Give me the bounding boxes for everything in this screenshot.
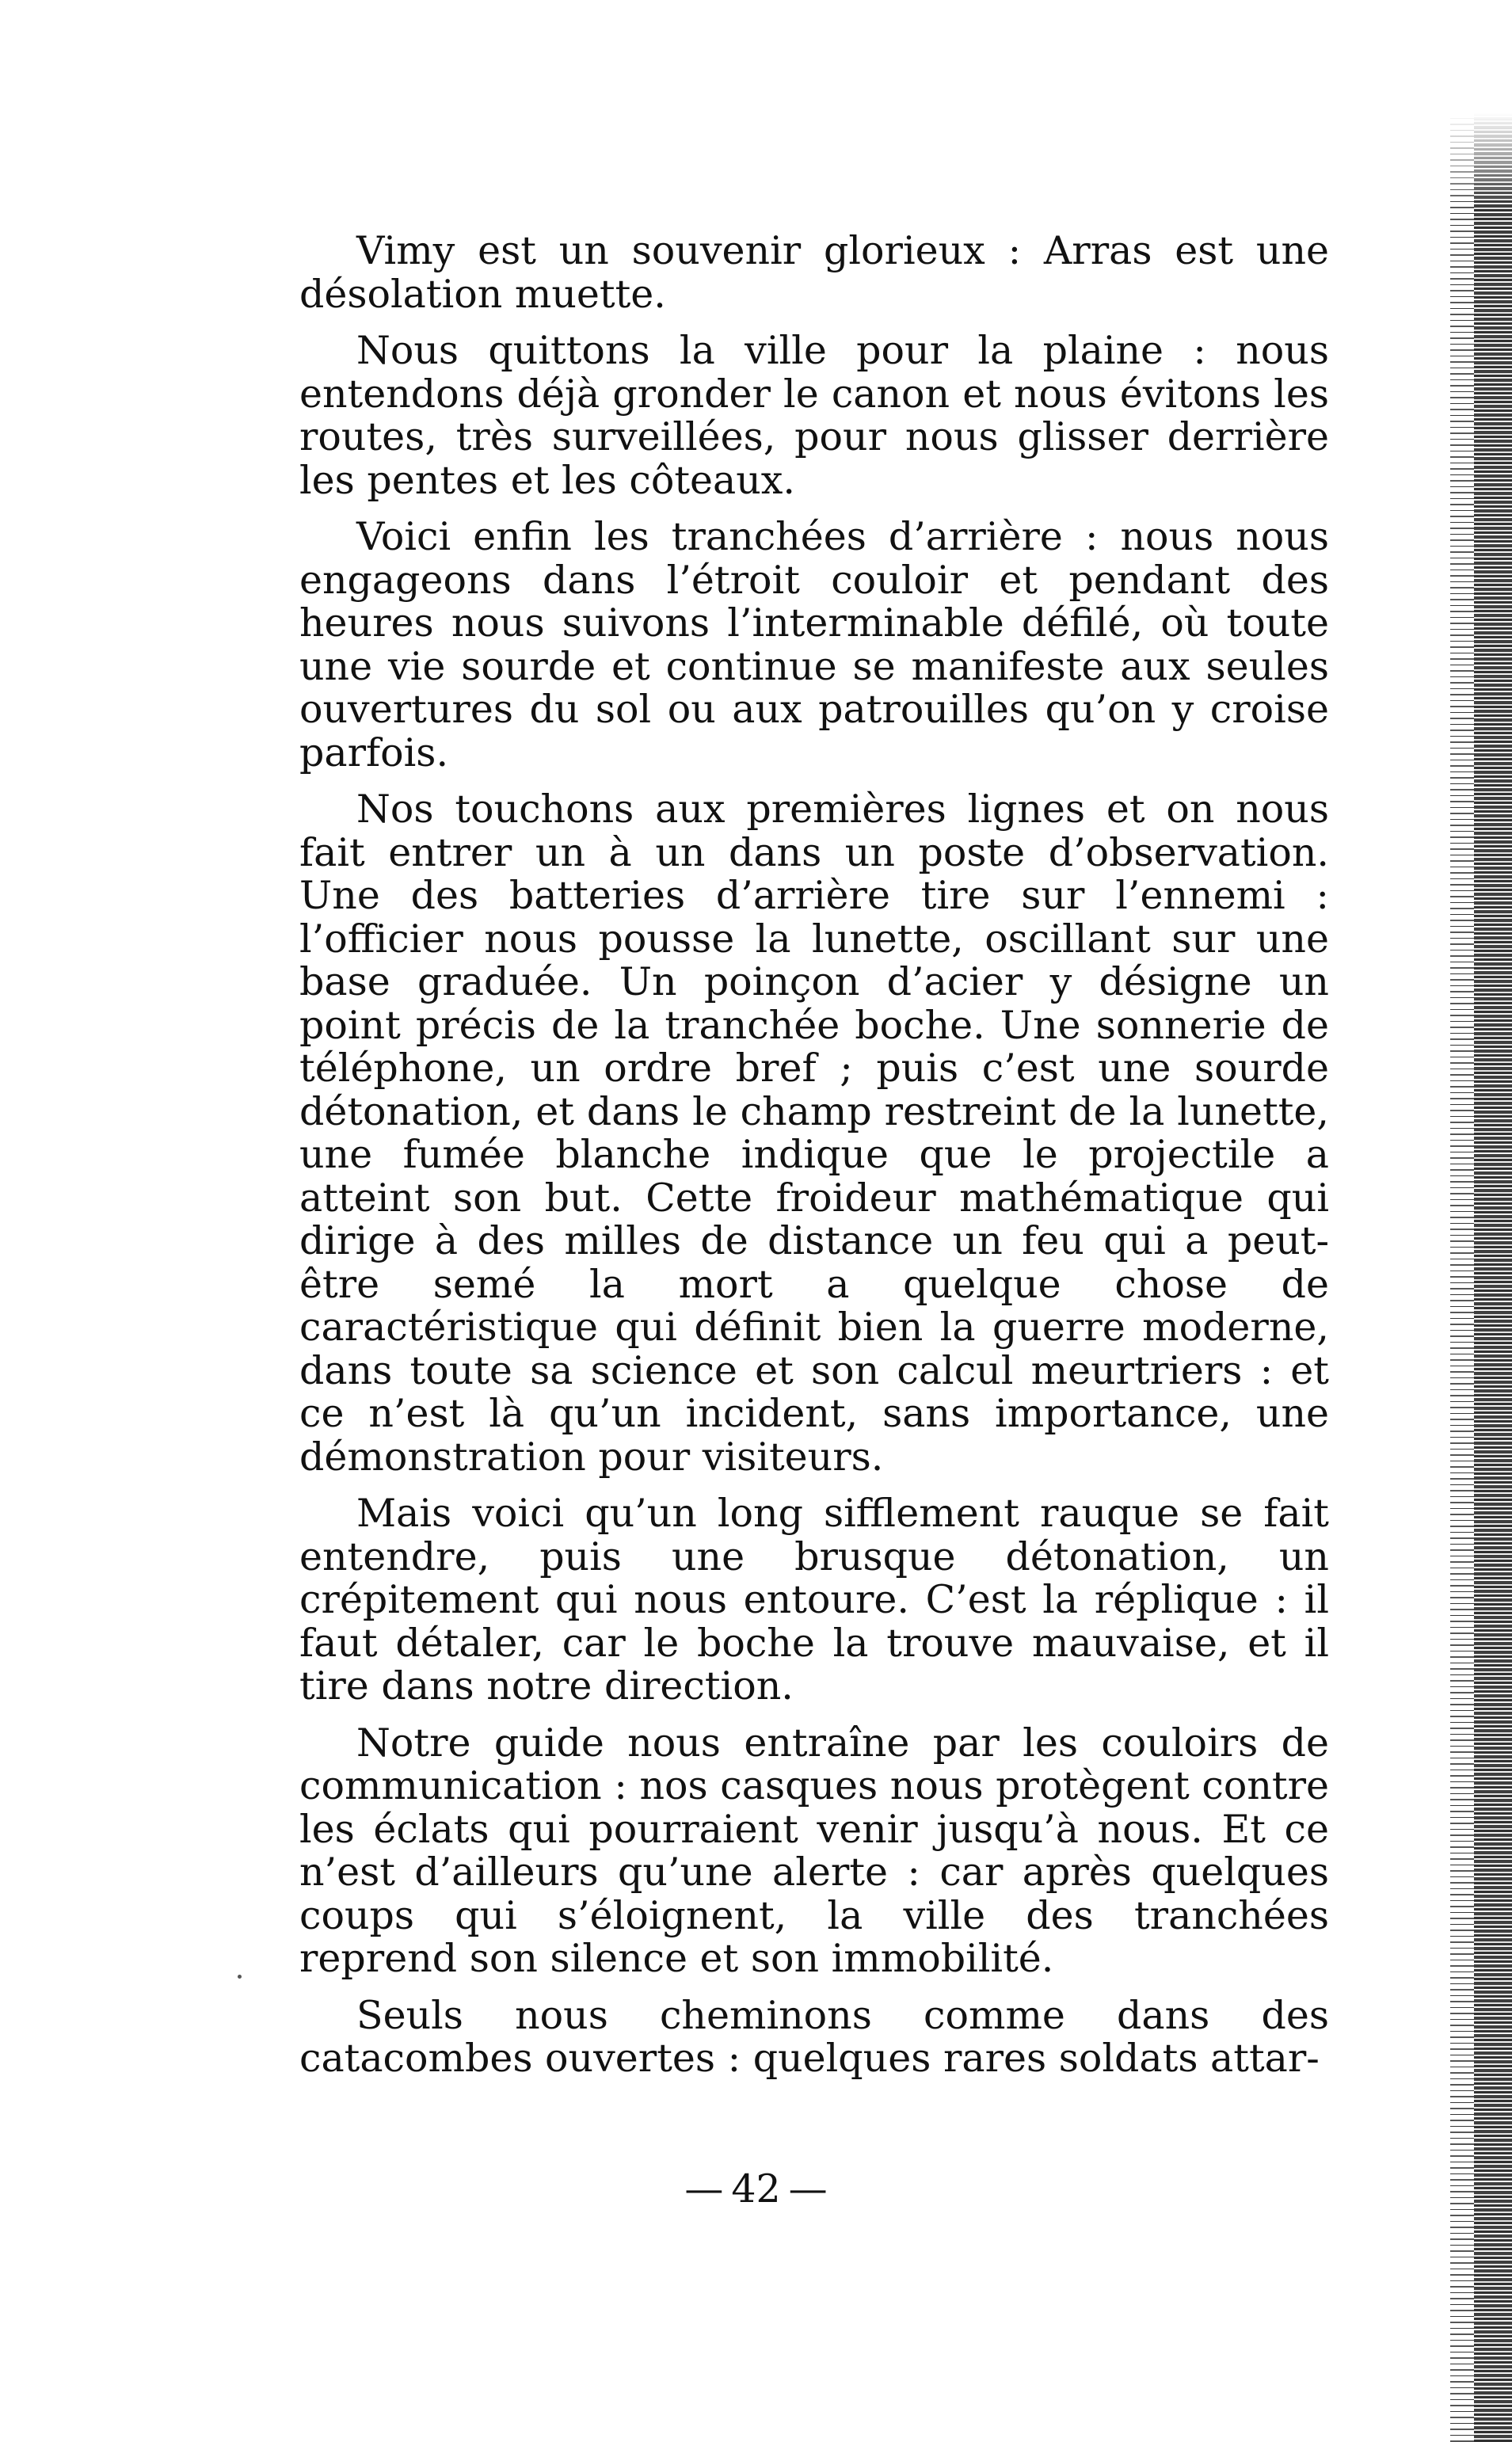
page-number: 42 [731,2166,781,2212]
paragraph: Voici enfin les tranchées d’arrière : nous nous engageons dans l’étroit couloir et pendant des heures nous suivons l’interminable défilé, où toute une vie sourde et continue se manifeste aux seules ouvertures du sol ou aux patrouilles qu’on y croise parfois. [299,514,1329,775]
page-number-dash-right: — [788,2166,828,2212]
page-binding-edge [1450,0,1512,2442]
page-body [299,230,1329,2094]
stray-ink-mark [238,1975,242,1979]
paragraph: Seuls nous cheminons comme dans des catacombes ouvertes : quelques rares soldats attar- [299,1992,1329,2081]
page-number-footer [0,2166,1512,2212]
paragraph: Notre guide nous entraîne par les couloirs de communication : nos casques nous protègent contre les éclats qui pourraient venir jusqu’à nous. Et ce n’est d’ailleurs qu’une alerte : car après quelques coups qui s’éloignent, la ville des tranchées reprend son silence et son immobilité. [299,1720,1329,1981]
paragraph: Vimy est un souvenir glorieux : Arras est une désolation muette. [299,228,1329,317]
page-number-dash-left: — [684,2166,724,2212]
paragraph: Nos touchons aux premières lignes et on nous fait entrer un à un dans un poste d’observation. Une des batteries d’arrière tire sur l’ennemi : l’officier nous pousse la lunette, oscillant sur une base graduée. Un poinçon d’acier y désigne un point précis de la tranchée boche. Une sonnerie de téléphone, un ordre bref ; puis c’est une sourde détonation, et dans le champ restreint de la lunette, une fumée blanche indique que le projectile a atteint son but. Cette froideur mathématique qui dirige à des milles de distance un feu qui a peut-être semé la mort a quelque chose de caractéristique qui définit bien la guerre moderne, dans toute sa science et son calcul meurtriers : et ce n’est là qu’un incident, sans importance, une démonstration pour visiteurs. [299,787,1329,1480]
paragraph: Nous quittons la ville pour la plaine : nous entendons déjà gronder le canon et nous évitons les routes, très surveillées, pour nous glisser derrière les pentes et les côteaux. [299,328,1329,503]
paragraph: Mais voici qu’un long sifflement rauque se fait entendre, puis une brusque détonation, un crépitement qui nous entoure. C’est la réplique : il faut détaler, car le boche la trouve mauvaise, et il tire dans notre direction. [299,1491,1329,1709]
